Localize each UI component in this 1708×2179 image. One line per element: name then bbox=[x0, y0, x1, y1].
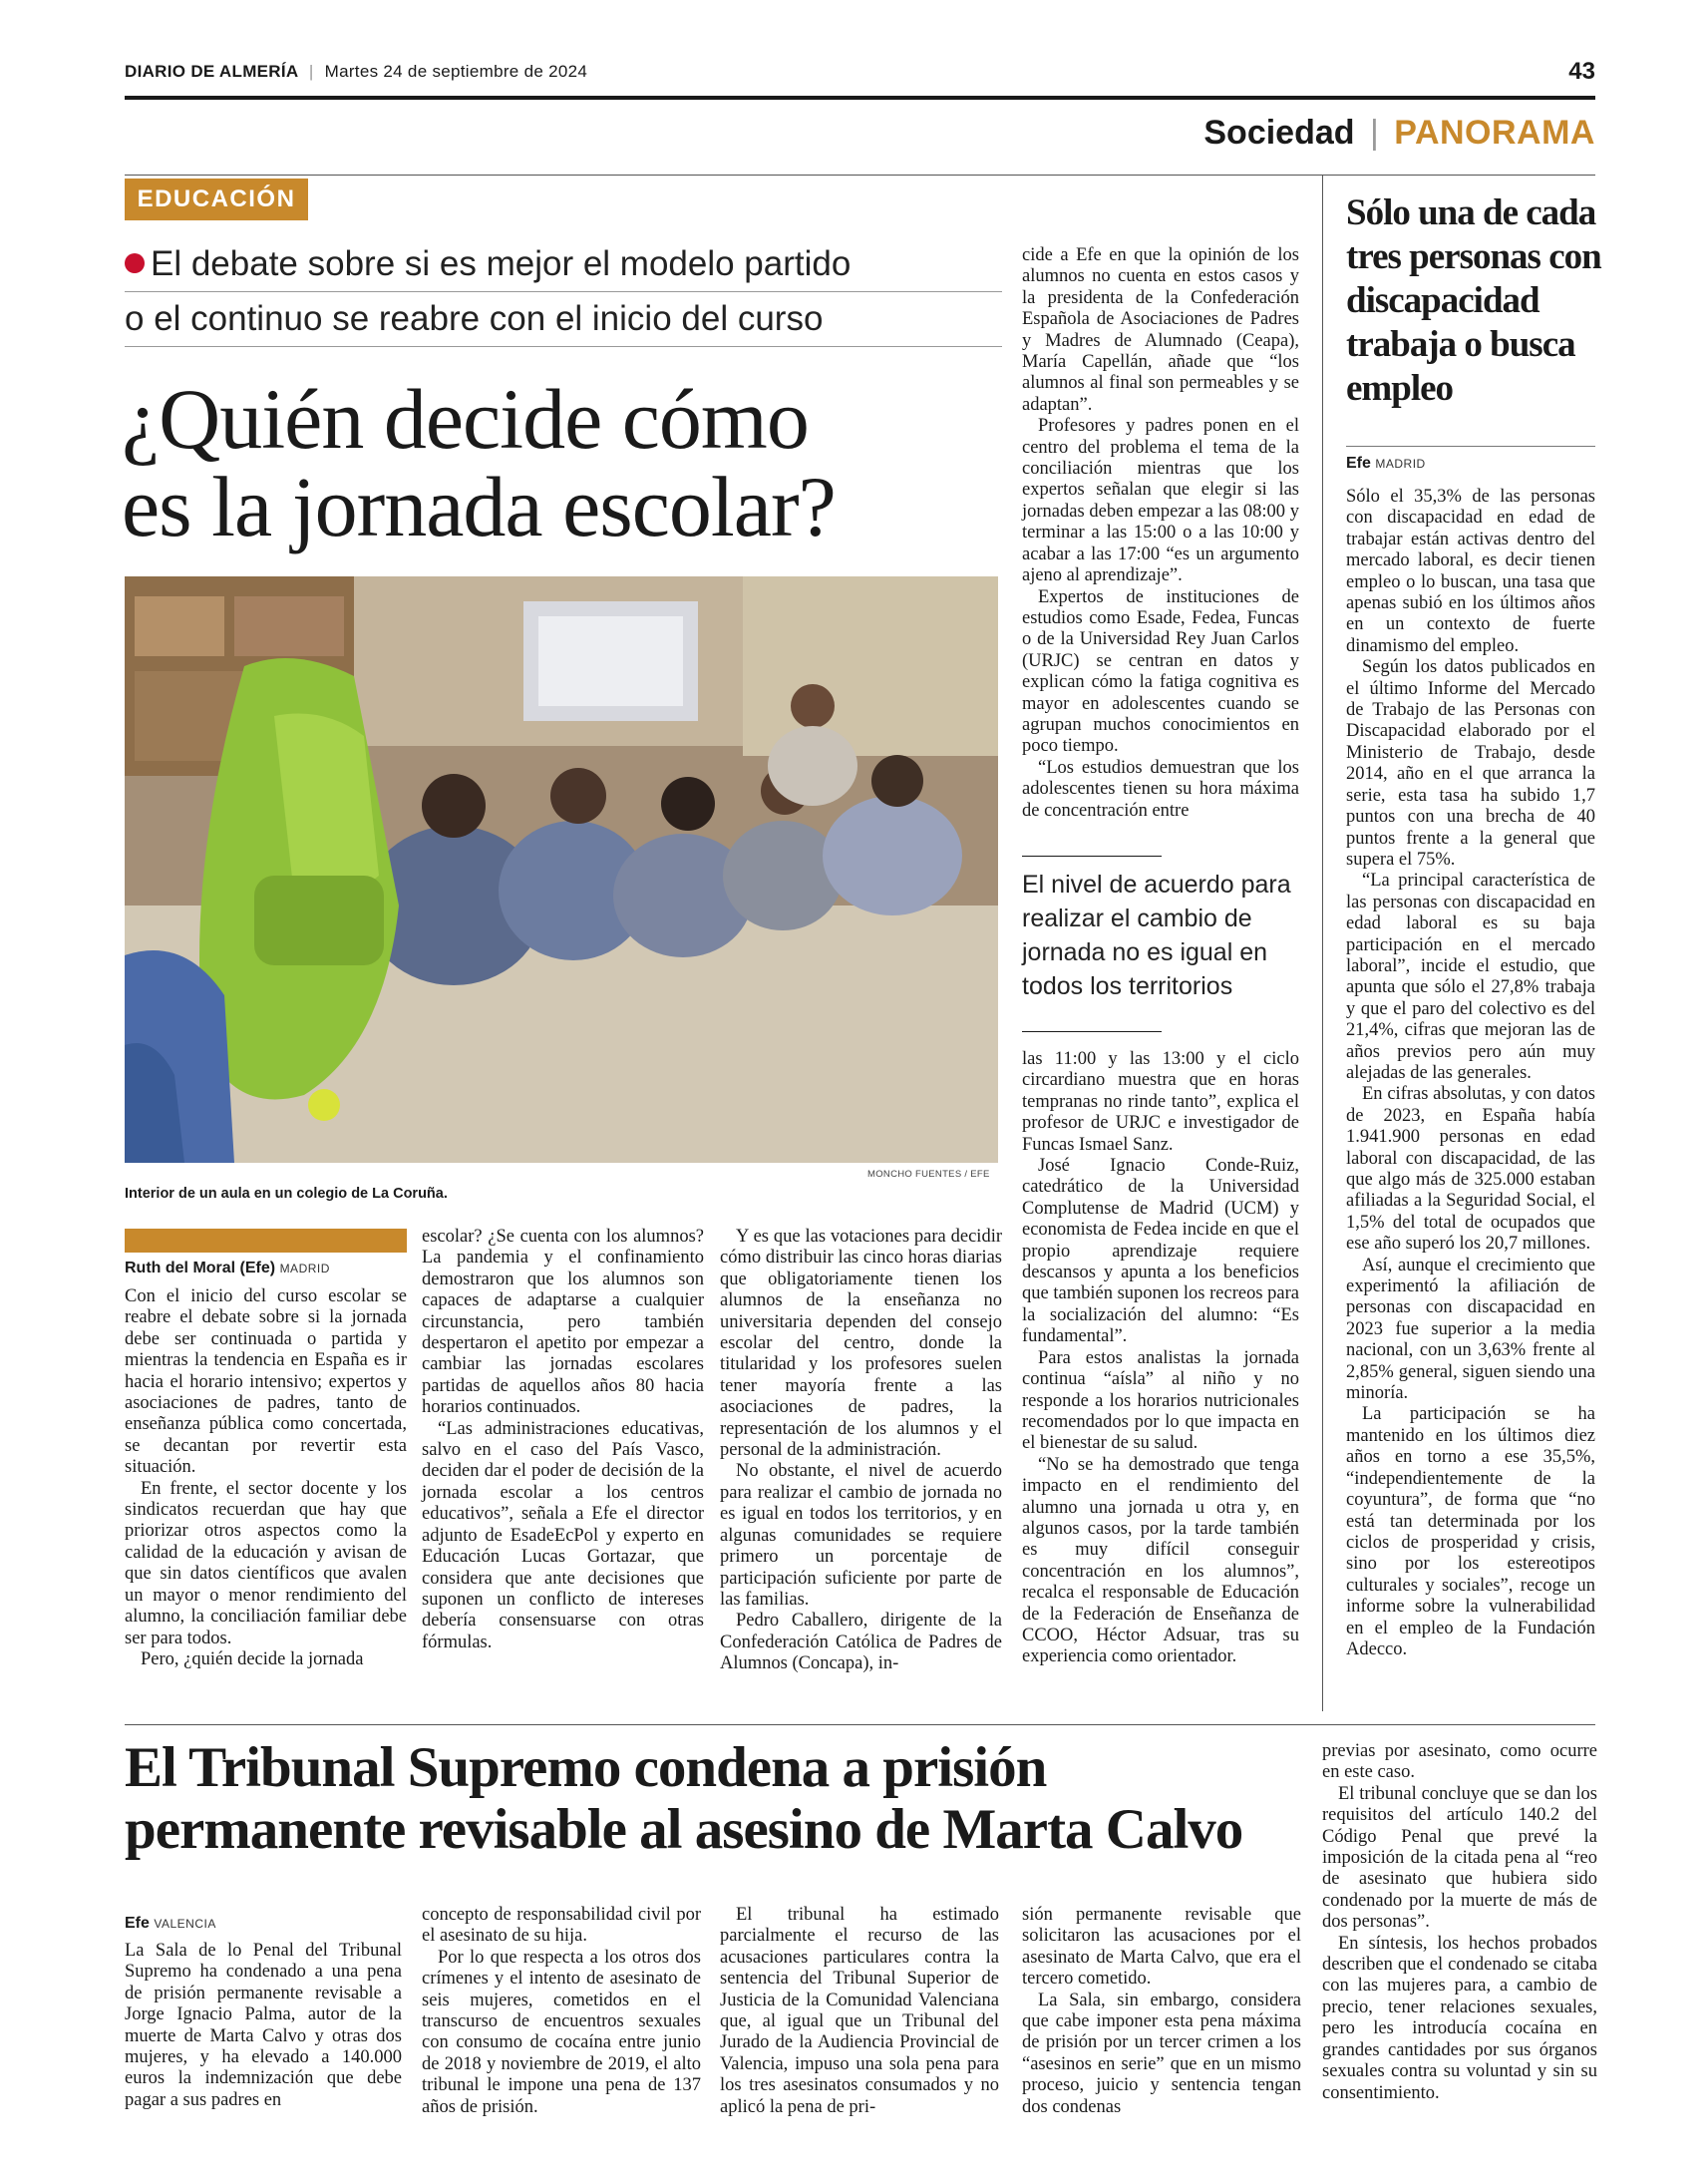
headline-line-1: ¿Quién decide cómo bbox=[122, 371, 809, 467]
headline bbox=[122, 371, 836, 554]
author-city: MADRID bbox=[279, 1262, 330, 1275]
bottom-headline-line-1: El Tribunal Supremo condena a prisión bbox=[125, 1736, 1047, 1799]
paragraph: La participación se ha mantenido en los últimos diez años en torno a ese 35,5%, “independientemente de la coyuntura”, de forma que “no está tan determinada por los ciclos de prosperidad y crisis, sino por los estereotipos culturales y sociales”, recoge un informe sobre la vulnerabilidad en el empleo de la Fundación Adecco. bbox=[1346, 1404, 1595, 1659]
paragraph: sión permanente revisable que solicitaron las acusaciones por el asesinato de Marta Calvo, que era el tercero cometido. bbox=[1022, 1905, 1301, 1990]
side-city: MADRID bbox=[1375, 457, 1426, 471]
photo-caption: Interior de un aula en un colegio de La Coruña. bbox=[125, 1186, 448, 1202]
paragraph: Expertos de instituciones de estudios como Esade, Fedea, Funcas o de la Universidad Rey Juan Carlos (URJC) se centran en datos y explican cómo la fatiga cognitiva es mayor en adolescentes cuando se agrupan muchos conocimientos en poco tiempo. bbox=[1022, 586, 1299, 757]
kicker bbox=[125, 237, 1002, 347]
bottom-rule bbox=[125, 1724, 1595, 1725]
byline bbox=[125, 1260, 330, 1277]
paragraph: Pedro Caballero, dirigente de la Confederación Católica de Padres de Alumnos (Concapa), in- bbox=[720, 1611, 1002, 1674]
paragraph: La Sala, sin embargo, considera que cabe imponer esta pena máxima de prisión por un tercer crimen a los “asesinos en serie” que en un mismo proceso, juicio y sentencia tengan dos condenas bbox=[1022, 1990, 1301, 2117]
side-body bbox=[1346, 487, 1595, 1660]
paragraph: Por lo que respecta a los otros dos crímenes y el intento de asesinato de seis mujeres, cometidos en el transcurso de encuentros sexuales con consumo de cocaína entre junio de 2018 y noviembre de 2019, el alto tribunal le impone una pena de 137 años de prisión. bbox=[422, 1947, 701, 2117]
pullquote: El nivel de acuerdo para realizar el cambio de jornada no es igual en todos los territorios bbox=[1022, 871, 1291, 1000]
side-author: Efe bbox=[1346, 455, 1371, 472]
bottom-column-2 bbox=[422, 1905, 701, 2118]
side-byline bbox=[1346, 455, 1426, 473]
paragraph: La Sala de lo Penal del Tribunal Supremo ha condenado a una pena de prisión permanente revisable a Jorge Ignacio Palma, autor de la muerte de Marta Calvo y otras dos mujeres, y ha elevado a 140.000 euros la indemnización que debe pagar a sus padres en bbox=[125, 1941, 402, 2110]
bottom-column-1 bbox=[125, 1941, 402, 2111]
bottom-city: VALENCIA bbox=[154, 1917, 216, 1931]
side-rule bbox=[1346, 446, 1595, 447]
author: Ruth del Moral (Efe) bbox=[125, 1260, 276, 1276]
paragraph: Así, aunque el crecimiento que experimentó la afiliación de personas con discapacidad en 2023 fue superior a la media nacional, con un 3,63% frente al 2,85% general, siguen siendo una minoría. bbox=[1346, 1255, 1595, 1404]
paragraph: escolar? ¿Se cuenta con los alumnos? La pandemia y el confinamiento demostraron que los alumnos son capaces de adaptarse a cualquier circunstancia, pero también despertaron el apetito por empezar a cambiar las jornadas escolares partidas de aquellos años 80 hacia horarios continuados. bbox=[422, 1227, 704, 1418]
byline-bar bbox=[125, 1229, 407, 1253]
paragraph: En síntesis, los hechos probados describen que el condenado se citaba con las mujeres para, a cambio de precio, tener relaciones sexuales, pero les introducía cocaína en grandes cantidades por sus órganos sexuales contra su voluntad y sin su consentimiento. bbox=[1322, 1933, 1597, 2103]
main-column-4-top bbox=[1022, 245, 1299, 822]
section-name: Sociedad bbox=[1203, 114, 1355, 152]
classroom-illustration bbox=[125, 576, 998, 1163]
paragraph: En frente, el sector docente y los sindicatos recuerdan que hay que priorizar otros aspectos como la calidad de la educación y avisan de que sin datos científicos que avalen un mayor o menor rendimiento del alumno, la conciliación familiar debe ser para todos. bbox=[125, 1478, 407, 1648]
main-column-2 bbox=[422, 1227, 704, 1653]
paragraph: concepto de responsabilidad civil por el asesinato de su hija. bbox=[422, 1905, 701, 1947]
headline-line-2: es la jornada escolar? bbox=[122, 459, 836, 554]
paragraph: “Los estudios demuestran que los adolescentes tienen su hora máxima de concentración entre bbox=[1022, 757, 1299, 821]
paragraph: José Ignacio Conde-Ruiz, catedrático de la Universidad Complutense de Madrid (UCM) y economista de Fedea incide en que el propio aprendizaje requiere descansos y apunta a los beneficios que también suponen los recreos para la socialización del alumno: “Es fundamental”. bbox=[1022, 1156, 1299, 1347]
bottom-column-5 bbox=[1322, 1741, 1597, 2104]
subsection-name: PANORAMA bbox=[1394, 114, 1595, 152]
paragraph: El tribunal concluye que se dan los requisitos del artículo 140.2 del Código Penal que prevé la imposición de la citada pena al “reo de asesinato que hubiera sido condenado por la muerte de más de dos personas”. bbox=[1322, 1783, 1597, 1933]
issue-date: Martes 24 de septiembre de 2024 bbox=[324, 62, 588, 81]
kicker-line-1: El debate sobre si es mejor el modelo partido bbox=[151, 244, 852, 283]
paragraph: Con el inicio del curso escolar se reabre el debate sobre si la jornada debe ser continuada o partida y mientras la tendencia en España es ir hacia el horario intensivo; expertos y asociaciones de padres, tanto de enseñanza pública como concertada, se decantan por revertir esta situación. bbox=[125, 1286, 407, 1478]
paragraph: Según los datos publicados en el último Informe del Mercado de Trabajo de las Personas con Discapacidad elaborado por el Ministerio de Trabajo, desde 2014, año en el que arranca la serie, esta tasa ha subido 1,7 puntos con una brecha de 40 puntos frente a la general que supera el 75%. bbox=[1346, 657, 1595, 870]
paragraph: El tribunal ha estimado parcialmente el recurso de las acusaciones particulares contra la sentencia del Tribunal Superior de Justicia de la Comunidad Valenciana que, al igual que un Tribunal del Jurado de la Audiencia Provincial de Valencia, impuso una sola pena para los tres asesinatos consumados y no aplicó la pena de pri- bbox=[720, 1905, 999, 2117]
paper-name: DIARIO DE ALMERÍA bbox=[125, 62, 298, 81]
photo-credit: MONCHO FUENTES / EFE bbox=[867, 1169, 990, 1180]
header-rule bbox=[125, 96, 1595, 100]
paragraph: Para estos analistas la jornada continua “aísla” al niño y no responde a los horarios nutricionales recomendados por lo que impacta en el bienestar de su salud. bbox=[1022, 1347, 1299, 1454]
paragraph: Pero, ¿quién decide la jornada bbox=[141, 1648, 364, 1669]
masthead: DIARIO DE ALMERÍA | Martes 24 de septiembre de 2024 bbox=[125, 62, 588, 81]
paragraph: Sólo el 35,3% de las personas con discapacidad en edad de trabajar están activas dentro del mercado laboral, es decir tienen empleo o lo buscan, una tasa que apenas subió en los últimos años en un contexto de fuerte dinamismo del empleo. bbox=[1346, 487, 1595, 656]
red-dot-icon bbox=[125, 253, 145, 273]
section-rule bbox=[125, 175, 1595, 176]
paragraph: No obstante, el nivel de acuerdo para realizar el cambio de jornada no es igual en todos los territorios, y en algunas comunidades se requiere primero un porcentaje de participación suficiente por parte de las familias. bbox=[720, 1461, 1002, 1610]
sidebar-divider bbox=[1322, 176, 1323, 1711]
main-column-4-bottom bbox=[1022, 1049, 1299, 1668]
bottom-headline bbox=[125, 1737, 1311, 1861]
paragraph: En cifras absolutas, y con datos de 2023, en España había 1.941.900 personas en edad laboral con discapacidad, de las que algo más de 325.000 estaban afiliadas a la Seguridad Social, el 1,5% del total de ocupados que ese año superó los 20,7 millones. bbox=[1346, 1084, 1595, 1255]
paragraph: las 11:00 y las 13:00 y el ciclo circardiano muestra que en horas tempranas no rinde tanto”, explica el profesor de URJC e investigador de Funcas Ismael Sanz. bbox=[1022, 1049, 1299, 1155]
bottom-byline bbox=[125, 1915, 216, 1933]
paragraph: “Las administraciones educativas, salvo en el caso del País Vasco, deciden dar el poder de decisión de la jornada escolar a los centros educativos”, señala a Efe el director adjunto de EsadeEcPol y experto en Educación Lucas Gortazar, que considera que ante decisiones que suponen un conflicto de intereses debería consensuarse con otras fórmulas. bbox=[422, 1418, 704, 1652]
paragraph: previas por asesinato, como ocurre en este caso. bbox=[1322, 1741, 1597, 1783]
bottom-author: Efe bbox=[125, 1915, 150, 1932]
section-tag: EDUCACIÓN bbox=[125, 179, 308, 220]
paragraph: Y es que las votaciones para decidir cómo distribuir las cinco horas diarias que obligatoriamente tienen los alumnos de la enseñanza no universitaria dependen del consejo escolar del centro, donde la titularidad y los profesores suelen tener mayoría frente a las asociaciones de padres, la representación de los alumnos y el personal de la administración. bbox=[720, 1227, 1002, 1461]
bottom-column-3 bbox=[720, 1905, 999, 2118]
paragraph: “La principal característica de las personas con discapacidad en edad laboral es su baja participación en el mercado laboral”, incide el estudio, que apunta que sólo el 27,8% trabaja y que el paro del colectivo es del 21,4%, cifras que mejoran las de años previos pero aún muy alejadas de las generales. bbox=[1346, 871, 1595, 1083]
page-number: 43 bbox=[1568, 58, 1595, 85]
paragraph: “No se ha demostrado que tenga impacto en el rendimiento del alumno una jornada u otra y, en algunos casos, por la tarde también es muy difícil conseguir concentración en los alumnos”, recalca el responsable de Educación de la Federación de Enseñanza de CCOO, Héctor Adsuar, tras su experiencia como orientador. bbox=[1022, 1454, 1299, 1667]
pullquote-rule-bottom bbox=[1022, 1031, 1162, 1032]
bottom-headline-line-2: permanente revisable al asesino de Marta Calvo bbox=[125, 1798, 1243, 1861]
side-headline: Sólo una de cada tres personas con discapacidad trabaja o busca empleo bbox=[1346, 192, 1601, 409]
main-column-3 bbox=[720, 1227, 1002, 1675]
bottom-column-4 bbox=[1022, 1905, 1301, 2118]
section-label: Sociedad | PANORAMA bbox=[1203, 114, 1595, 152]
paragraph: cide a Efe en que la opinión de los alumnos no cuenta en estos casos y la presidenta de la Confederación Española de Asociaciones de Padres y Madres de Alumnado (Ceapa), María Capellán, añade que “los alumnos al final son permeables y se adaptan”. bbox=[1022, 245, 1299, 415]
kicker-line-2: o el continuo se reabre con el inicio del curso bbox=[125, 292, 1002, 347]
pullquote-rule-top bbox=[1022, 856, 1162, 857]
classroom-photo bbox=[125, 576, 998, 1163]
main-column-1 bbox=[125, 1286, 407, 1670]
paragraph: Profesores y padres ponen en el centro del problema el tema de la conciliación mientras que los expertos señalan que elegir si las jornadas deben empezar a las 08:00 y terminar a las 15:00 o a las 10:00 y acabar a las 17:00 “es un argumento ajeno al aprendizaje”. bbox=[1022, 416, 1299, 586]
